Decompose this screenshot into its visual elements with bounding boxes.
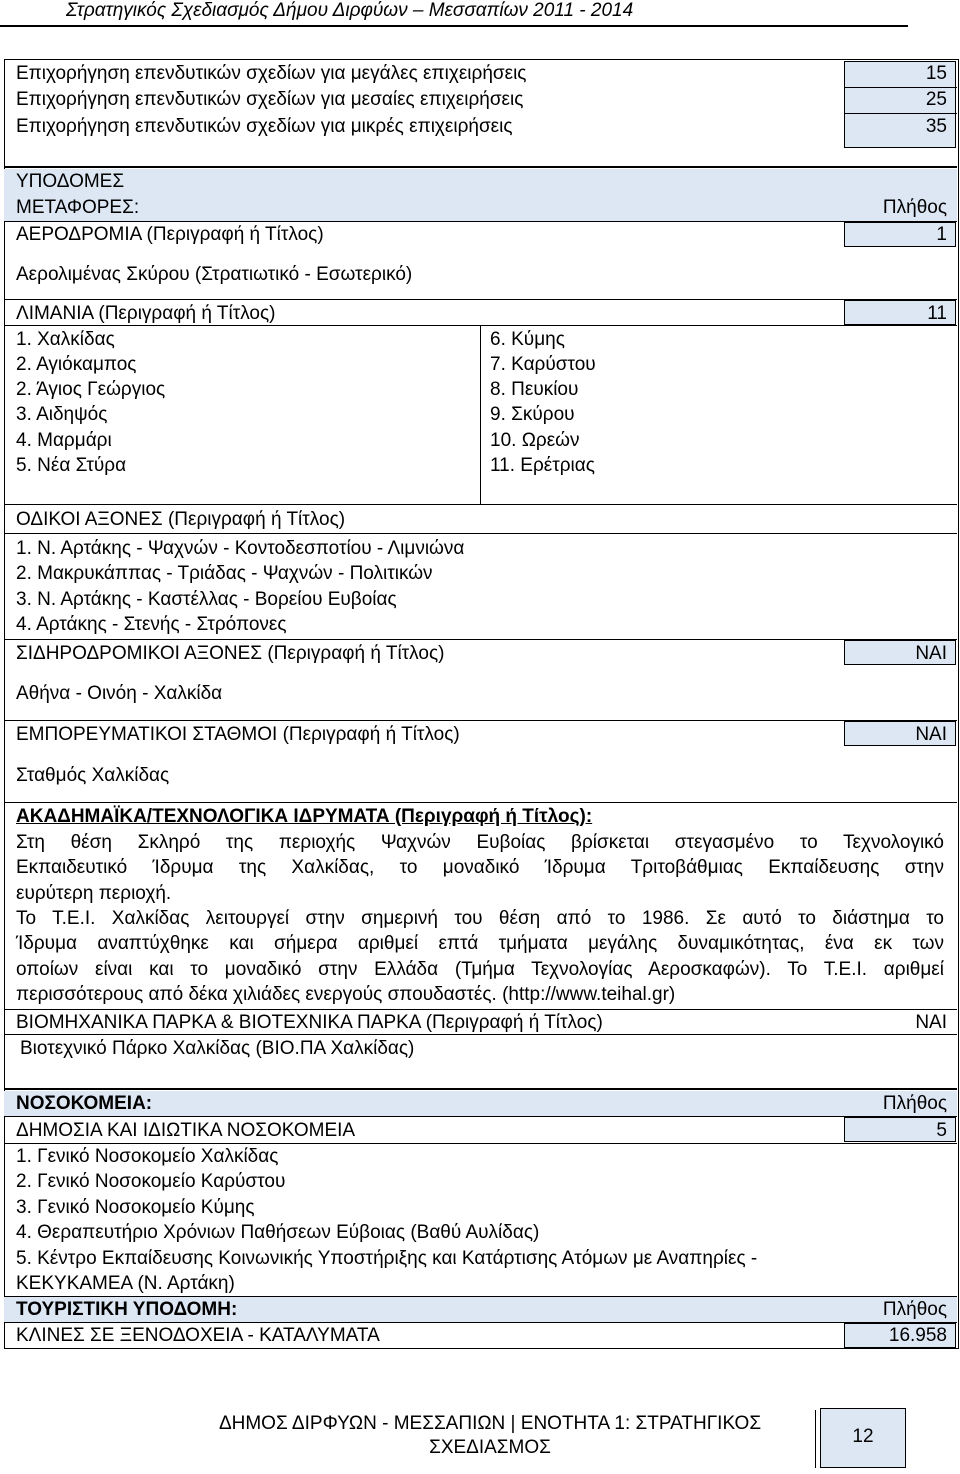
grant-value: 15 (925, 63, 947, 84)
parks-value: ΝΑΙ (915, 1012, 947, 1033)
page-number: 12 (852, 1426, 874, 1447)
paragraph-line: Εκπαιδευτικό Ίδρυμα της Χαλκίδας, το μοναδικό Ίδρυμα Τριτοβάθμιας Εκπαίδευσης στην (16, 857, 944, 879)
hospital-item: 2. Γενικό Νοσοκομείο Καρύστου (16, 1171, 286, 1192)
section-divider (4, 166, 957, 168)
freight-label: ΕΜΠΟΡΕΥΜΑΤΙΚΟΙ ΣΤΑΘΜΟΙ (Περιγραφή ή Τίτλος) (16, 724, 460, 745)
paragraph-line: οποίων είναι και το μοναδικό στην Ελλάδα (Τμήμα Τεχνολογίας Αεροσκαφών). Το Τ.Ε.Ι. αριθμεί (16, 958, 944, 980)
airports-label: ΑΕΡΟΔΡΟΜΙΑ (Περιγραφή ή Τίτλος) (16, 224, 324, 245)
freight-value: ΝΑΙ (915, 724, 947, 745)
grant-value: 35 (925, 116, 947, 137)
rail-value: ΝΑΙ (915, 643, 947, 664)
port-item: 4. Μαρμάρι (16, 430, 112, 451)
ports-value: 11 (927, 303, 947, 324)
divider (4, 504, 957, 505)
rail-name: Αθήνα - Οινόη - Χαλκίδα (16, 683, 223, 704)
section-divider (4, 1088, 957, 1090)
hospitals-value: 5 (936, 1120, 947, 1141)
grant-label: Επιχορήγηση επενδυτικών σχεδίων για μεσαίες επιχειρήσεις (16, 89, 524, 110)
port-item: 3. Αιδηψός (16, 404, 108, 425)
page-header (0, 0, 960, 22)
road-item: 1. Ν. Αρτάκης - Ψαχνών - Κοντοδεσποτίου - Λιμνιώνα (16, 538, 465, 559)
parks-name: Βιοτεχνικό Πάρκο Χαλκίδας (ΒΙΟ.ΠΑ Χαλκίδας) (20, 1038, 415, 1059)
paragraph-line: Στη θέση Σκληρό της περιοχής Ψαχνών Ευβοίας βρίσκεται στεγασμένο το Τεχνολογικό (16, 832, 944, 853)
divider (845, 87, 957, 88)
road-item: 3. Ν. Αρτάκης - Καστέλλας - Βορείου Ευβοίας (16, 589, 397, 610)
divider (4, 299, 957, 300)
tourism-label: ΤΟΥΡΙΣΤΙΚΗ ΥΠΟΔΟΜΗ: (16, 1299, 238, 1320)
count-label: Πλήθος (882, 197, 947, 218)
airport-name: Αερολιμένας Σκύρου (Στρατιωτικό - Εσωτερικό) (16, 264, 413, 285)
roads-label: ΟΔΙΚΟΙ ΑΞΟΝΕΣ (Περιγραφή ή Τίτλος) (16, 509, 346, 530)
hospitals-label: ΝΟΣΟΚΟΜΕΙΑ: (16, 1093, 153, 1114)
port-item: 6. Κύμης (490, 329, 565, 350)
infra-heading-band (4, 169, 957, 221)
count-label: Πλήθος (882, 1093, 947, 1114)
beds-value: 16.958 (888, 1325, 947, 1346)
ports-label: ΛΙΜΑΝΙΑ (Περιγραφή ή Τίτλος) (16, 303, 276, 324)
hospital-item: ΚΕΚΥΚΑΜΕΑ (Ν. Αρτάκη) (16, 1273, 235, 1294)
divider (4, 533, 957, 534)
count-label: Πλήθος (882, 1299, 947, 1320)
footer-line: ΔΗΜΟΣ ΔΙΡΦΥΩΝ - ΜΕΣΣΑΠΙΩΝ | ΕΝΟΤΗΤΑ 1: ΣΤΡΑΤΗΓΙΚΟΣ (218, 1413, 762, 1434)
academic-label: ΑΚΑΔΗΜΑΪΚΑ/ΤΕΧΝΟΛΟΓΙΚΑ ΙΔΡΥΜΑΤΑ (Περιγραφή ή Τίτλος): (16, 806, 593, 827)
header-rule (0, 25, 908, 27)
rail-label: ΣΙΔΗΡΟΔΡΟΜΙΚΟΙ ΑΞΟΝΕΣ (Περιγραφή ή Τίτλος) (16, 643, 445, 664)
road-item: 2. Μακρυκάππας - Τριάδας - Ψαχνών - Πολιτικών (16, 563, 433, 584)
grant-value: 25 (925, 89, 947, 110)
port-item: 10. Ωρεών (490, 430, 580, 451)
footer-line: ΣΧΕΔΙΑΣΜΟΣ (429, 1437, 551, 1458)
divider (4, 1116, 957, 1117)
footer-text (170, 1412, 810, 1460)
paragraph-line: ευρύτερη περιοχή. (16, 882, 172, 904)
ports-column-divider (480, 326, 481, 504)
hospitals-sub-label: ΔΗΜΟΣΙΑ ΚΑΙ ΙΔΙΩΤΙΚΑ ΝΟΣΟΚΟΜΕΙΑ (16, 1120, 356, 1141)
port-item: 1. Χαλκίδας (16, 329, 115, 350)
divider (4, 1034, 957, 1035)
paragraph-line: Ίδρυμα αναπτύχθηκε και σήμερα αριθμεί επτά τμήματα μεγάλης δυναμικότητας, ένα εκ των (16, 933, 944, 955)
divider (845, 113, 957, 114)
divider (4, 802, 957, 803)
footer-separator (815, 1410, 816, 1468)
paragraph-line: Το Τ.Ε.Ι. Χαλκίδας λειτουργεί στην σημερινή του θέση από το 1986. Σε αυτό το διάστημα το (16, 908, 944, 929)
freight-name: Σταθμός Χαλκίδας (16, 765, 170, 786)
transport-label: ΜΕΤΑΦΟΡΕΣ: (16, 197, 140, 218)
grant-label: Επιχορήγηση επενδυτικών σχεδίων για μικρές επιχειρήσεις (16, 116, 513, 137)
header-title: Στρατηγικός Σχεδιασμός Δήμου Διρφύων – Μεσσαπίων 2011 - 2014 (66, 0, 634, 21)
hospital-item: 1. Γενικό Νοσοκομείο Χαλκίδας (16, 1146, 279, 1167)
academic-paragraph-2 (16, 906, 944, 1007)
grant-label: Επιχορήγηση επενδυτικών σχεδίων για μεγάλες επιχειρήσεις (16, 63, 527, 84)
hospital-item: 4. Θεραπευτήριο Χρόνιων Παθήσεων Εύβοιας (Βαθύ Αυλίδας) (16, 1222, 540, 1243)
divider (4, 639, 957, 640)
port-item: 7. Καρύστου (490, 354, 596, 375)
infra-heading: ΥΠΟΔΟΜΕΣ (16, 171, 125, 192)
paragraph-line: περισσότερους από δέκα χιλιάδες ενεργούς σπουδαστές. (http://www.teihal.gr) (16, 983, 676, 1005)
port-item: 9. Σκύρου (490, 404, 575, 425)
divider (4, 720, 957, 721)
port-item: 2. Άγιος Γεώργιος (16, 379, 166, 400)
hospital-item: 5. Κέντρο Εκπαίδευσης Κοινωνικής Υποστήριξης και Κατάρτισης Ατόμων με Αναπηρίες - (16, 1248, 758, 1269)
beds-label: ΚΛΙΝΕΣ ΣΕ ΞΕΝΟΔΟΧΕΙΑ - ΚΑΤΑΛΥΜΑΤΑ (16, 1325, 380, 1346)
parks-label: ΒΙΟΜΗΧΑΝΙΚΑ ΠΑΡΚΑ & ΒΙΟΤΕΧΝΙΚΑ ΠΑΡΚΑ (Περιγραφή ή Τίτλος) (16, 1012, 603, 1033)
port-item: 11. Ερέτριας (490, 455, 595, 476)
airports-value: 1 (936, 224, 947, 245)
port-item: 8. Πευκίου (490, 379, 579, 400)
port-item: 5. Νέα Στύρα (16, 455, 127, 476)
road-item: 4. Αρτάκης - Στενής - Στρόπονες (16, 614, 287, 635)
port-item: 2. Αγιόκαμπος (16, 354, 137, 375)
hospital-item: 3. Γενικό Νοσοκομείο Κύμης (16, 1197, 255, 1218)
page-footer (170, 1408, 908, 1470)
academic-paragraph-1 (16, 830, 944, 906)
